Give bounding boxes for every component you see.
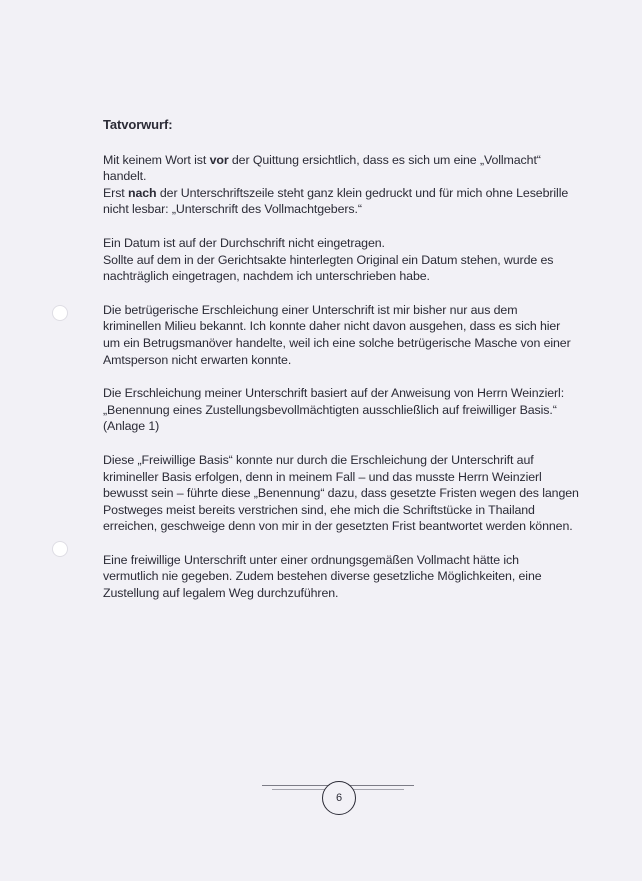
paragraph-6 (103, 552, 583, 602)
paragraph-line: nachträglich eingetragen, nachdem ich unterschrieben habe. (103, 269, 430, 284)
paragraph-line: Eine freiwillige Unterschrift unter einer ordnungsgemäßen Vollmacht hätte ich (103, 552, 519, 567)
section-heading: Tatvorwurf: (103, 117, 173, 132)
paragraph-line: Ein Datum ist auf der Durchschrift nicht eingetragen. (103, 235, 385, 250)
text-run: Mit keinem Wort ist (103, 152, 210, 167)
text-run: der Unterschriftszeile steht ganz klein gedruckt und für mich ohne Lesebrille (156, 185, 569, 200)
paragraph-line (103, 152, 583, 169)
text-run: Erst (103, 185, 128, 200)
paragraph-1 (103, 152, 583, 218)
paragraph-line: nicht lesbar: „Unterschrift des Vollmachtgebers.“ (103, 202, 362, 217)
paragraph-line (103, 185, 583, 202)
paragraph-3 (103, 302, 583, 368)
paragraph-line: krimineller Basis erfolgen, denn in meinem Fall – und das musste Herrn Weinzierl (103, 469, 542, 484)
paragraph-line: bewusst sein – führte diese „Benennung“ dazu, dass gesetzte Fristen wegen des langen (103, 486, 579, 501)
paragraph-line: handelt. (103, 169, 147, 184)
paragraph-line: erreichen, geschweige denn von mir in der gesetzten Frist beantwortet werden können. (103, 519, 573, 534)
paragraph-line: Die betrügerische Erschleichung einer Unterschrift ist mir bisher nur aus dem (103, 302, 518, 317)
paragraph-line: vermutlich nie gegeben. Zudem bestehen diverse gesetzliche Möglichkeiten, eine (103, 569, 542, 584)
paragraph-line: um ein Betrugsmanöver handelte, weil ich eine solche betrügerische Masche von einer (103, 335, 571, 350)
paragraph-line: Sollte auf dem in der Gerichtsakte hinterlegten Original ein Datum stehen, wurde es (103, 252, 554, 267)
paragraph-line: Zustellung auf legalem Weg durchzuführen. (103, 586, 339, 601)
paragraph-line: Diese „Freiwillige Basis“ konnte nur durch die Erschleichung der Unterschrift auf (103, 452, 534, 467)
text-run: der Quittung ersichtlich, dass es sich um eine „Vollmacht“ (228, 152, 541, 167)
document-body (103, 117, 583, 619)
paragraph-4 (103, 385, 583, 435)
punch-hole (52, 305, 68, 321)
emphasis-text: vor (209, 152, 229, 167)
paragraph-line: „Benennung eines Zustellungsbevollmächtigten ausschließlich auf freiwilliger Basis.“ (103, 402, 557, 417)
paragraph-line: Postweges meist bereits verstrichen sind, ehe mich die Schriftstücke in Thailand (103, 502, 535, 517)
paragraph-line: kriminellen Milieu bekannt. Ich konnte daher nicht davon ausgehen, dass es sich hier (103, 319, 561, 334)
punch-hole (52, 541, 68, 557)
paragraph-line: (Anlage 1) (103, 419, 160, 434)
paragraph-line: Amtsperson nicht erwarten konnte. (103, 352, 292, 367)
paragraph-line: Die Erschleichung meiner Unterschrift basiert auf der Anweisung von Herrn Weinzierl: (103, 386, 565, 401)
paragraph-5 (103, 452, 583, 535)
emphasis-text: nach (127, 185, 157, 200)
page-number: 6 (322, 781, 356, 815)
paragraph-2 (103, 235, 583, 285)
